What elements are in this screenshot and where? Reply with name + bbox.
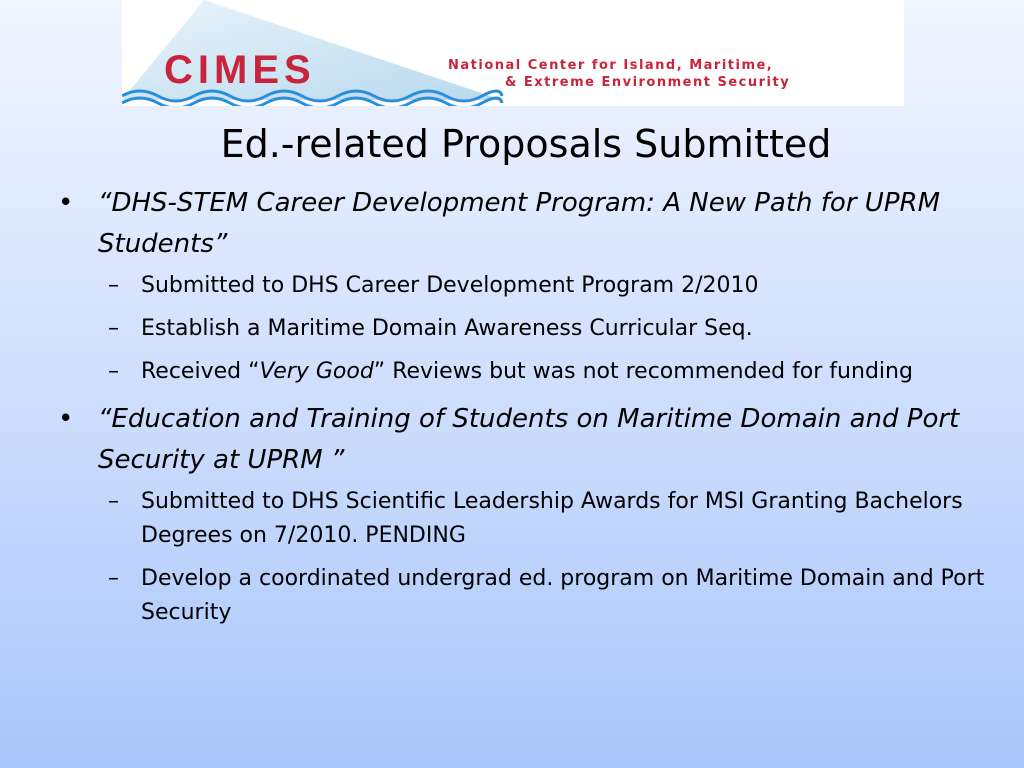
- bullet-marker: •: [58, 404, 74, 434]
- sub-bullet-item: [58, 562, 1008, 630]
- logo-wordmark: CIMES: [164, 48, 316, 92]
- sub-bullet-list: [58, 485, 1008, 630]
- sub-bullet-emphasis: Very Good: [259, 359, 374, 384]
- slide-title: Ed.-related Proposals Submitted: [220, 122, 832, 166]
- sub-bullet-text-prefix: Received “: [141, 359, 260, 384]
- sub-bullet-list: [58, 269, 1008, 389]
- sub-bullet-text: Develop a coordinated undergrad ed. program on Maritime Domain and Port Security: [141, 566, 985, 625]
- sub-bullet-text: Submitted to DHS Scientific Leadership Awards for MSI Granting Bachelors Degrees on 7/2010. PENDING: [141, 489, 963, 548]
- sub-bullet-text: Establish a Maritime Domain Awareness Curricular Seq.: [141, 316, 753, 341]
- bullet-item: [58, 399, 1008, 481]
- bullet-text: “Education and Training of Students on Maritime Domain and Port Security at UPRM ”: [98, 404, 960, 475]
- cimes-logo-banner: [122, 0, 904, 106]
- sub-bullet-item: [58, 485, 1008, 553]
- sub-bullet-item: [58, 355, 1008, 389]
- logo-tagline-line2: & Extreme Environment Security: [505, 75, 791, 90]
- sub-bullet-item: [58, 312, 1008, 346]
- sub-bullet-marker: –: [108, 359, 119, 384]
- bullet-marker: •: [58, 188, 74, 218]
- sub-bullet-item: [58, 269, 1008, 303]
- sub-bullet-marker: –: [108, 316, 119, 341]
- bullet-item: [58, 183, 1008, 265]
- bullet-text: “DHS-STEM Career Development Program: A New Path for UPRM Students”: [98, 188, 941, 259]
- sub-bullet-text: Submitted to DHS Career Development Program 2/2010: [141, 273, 759, 298]
- sub-bullet-marker: –: [108, 273, 119, 298]
- slide-content: [58, 183, 1008, 640]
- sub-bullet-marker: –: [108, 566, 119, 591]
- sub-bullet-text-suffix: ” Reviews but was not recommended for funding: [373, 359, 913, 384]
- logo-tagline-line1: National Center for Island, Maritime,: [448, 58, 774, 73]
- sub-bullet-marker: –: [108, 489, 119, 514]
